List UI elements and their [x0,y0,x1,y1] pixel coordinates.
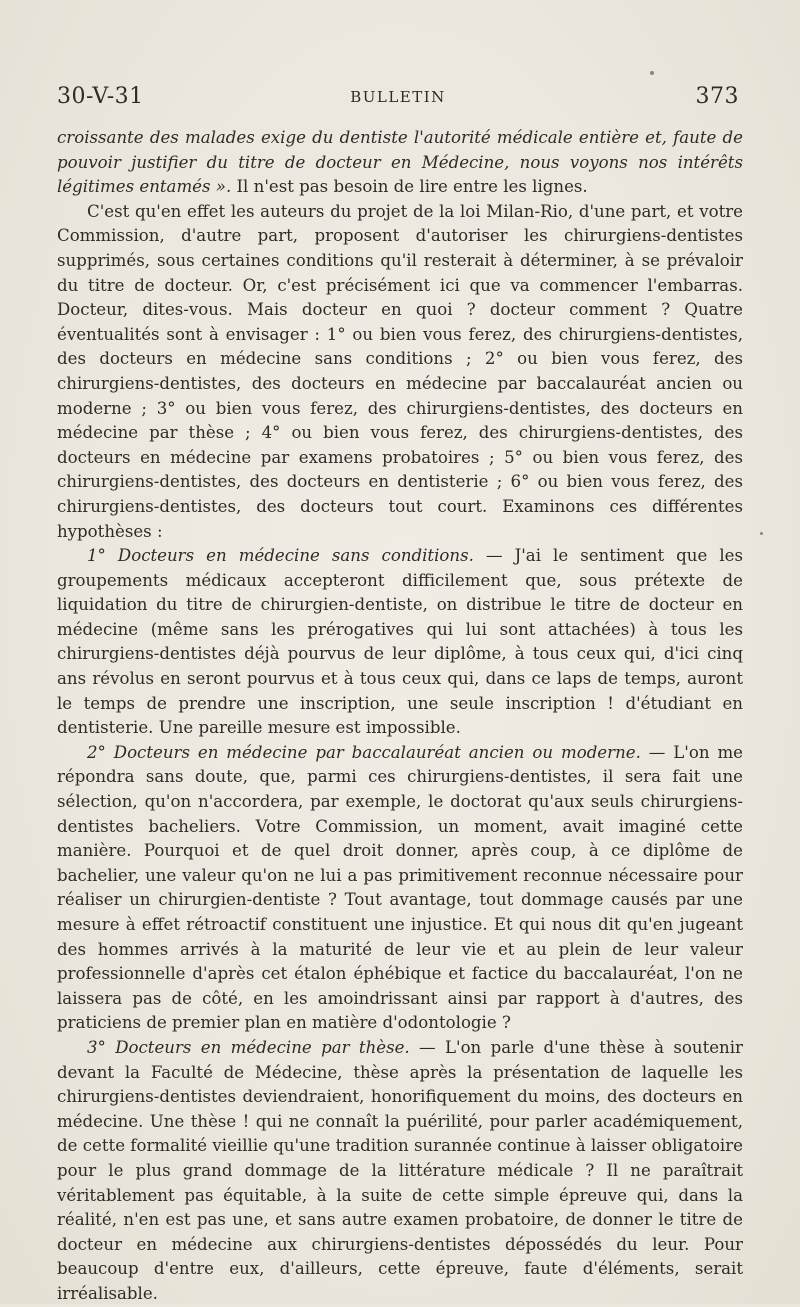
paragraph-text: C'est qu'en effet les auteurs du projet de la loi Milan-Rio, d'une part, et votre Commission, d'autre part, proposent d'autoriser les chirurgiens-dentistes supprimés, sous certaines conditions qu'il resterait à déterminer, à se prévaloir du titre de docteur. Or, c'est précisément ici que va commencer l'embarras. Docteur, dites-vous. Mais docteur en quoi ? docteur comment ? Quatre éventualités sont à envisager : 1° ou bien vous ferez, des chirurgiens-dentistes, des docteurs en médecine sans conditions ; 2° ou bien vous ferez, des chirurgiens-dentistes, des docteurs en médecine par baccalauréat ancien ou moderne ; 3° ou bien vous ferez, des chirurgiens-dentistes, des docteurs en médecine par thèse ; 4° ou bien vous ferez, des chirurgiens-dentistes, des docteurs en médecine par examens probatoires ; 5° ou bien vous ferez, des chirurgiens-dentistes, des docteurs en dentisterie ; 6° ou bien vous ferez, des chirurgiens-dentistes, des docteurs tout court. Examinons ces différentes hypothèses : [57,201,743,541]
paragraph-text: Il n'est pas besoin de lire entre les lignes. [231,177,588,197]
issue-date: 30-V-31 [57,84,144,109]
paragraph [57,741,743,1036]
journal-title: BULLETIN [350,88,446,106]
paragraph [57,1036,743,1307]
paragraph [57,544,743,741]
paragraph-text: — L'on me répondra sans doute, que, parmi ces chirurgiens-dentistes, il sera fait une sélection, qu'on n'accordera, par exemple, le doctorat qu'aux seuls chirurgiens-dentistes bacheliers. Votre Commission, un moment, avait imaginé cette manière. Pourquoi et de quel droit donner, après coup, à ce diplôme de bachelier, une valeur qu'on ne lui a pas primitivement reconnue nécessaire pour réaliser un chirurgien-dentiste ? Tout avantage, tout dommage causés par une mesure à effet rétroactif constituent une injustice. Et qui nous dit qu'en jugeant des hommes arrivés à la maturité de leur vie et au plein de leur valeur professionnelle d'après cet étalon éphébique et factice du baccalauréat, l'on ne laissera pas de côté, en les amoindrissant ainsi par rapport à d'autres, des praticiens de premier plan en matière d'odontologie ? [57,742,743,1033]
paragraph [57,126,743,200]
print-speck [760,532,763,535]
article-body [57,126,743,1307]
italic-quote: croissante des malades exige du dentiste l'autorité médicale entière et, faute de pouvoir justifier du titre de docteur en Médecine, nous voyons nos intérêts légitimes entamés ». [57,128,743,197]
running-head [57,84,739,114]
page-number: 373 [695,84,739,109]
section-heading: 2° Docteurs en médecine par baccalauréat ancien ou moderne. [87,742,641,762]
section-heading: 3° Docteurs en médecine par thèse. [87,1037,410,1057]
paragraph-text: — L'on parle d'une thèse à soutenir devant la Faculté de Médecine, thèse après la présentation de laquelle les chirurgiens-dentistes deviendraient, honorifiquement du moins, des docteurs en médecine. Une thèse ! qui ne connaît la puérilité, pour parler académiquement, de cette formalité vieillie qu'une tradition surannée continue à laisser obligatoire pour le plus grand dommage de la littérature médicale ? Il ne paraîtrait véritablement pas équitable, à la suite de cette simple épreuve qui, dans la réalité, n'en est pas une, et sans autre examen probatoire, de donner le titre de docteur en médecine aux chirurgiens-dentistes dépossédés du leur. Pour beaucoup d'entre eux, d'ailleurs, cette épreuve, faute d'éléments, serait irréalisable. [57,1037,743,1303]
paragraph [57,200,743,544]
paragraph-text: — J'ai le sentiment que les groupements médicaux accepteront difficilement que, sous prétexte de liquidation du titre de chirurgien-dentiste, on distribue le titre de docteur en médecine (même sans les prérogatives qui lui sont attachées) à tous les chirurgiens-dentistes déjà pourvus de leur diplôme, à tous ceux qui, d'ici cinq ans révolus en seront pourvus et à tous ceux qui, dans ce laps de temps, auront le temps de prendre une inscription, une seule inscription ! d'étudiant en dentisterie. Une pareille mesure est impossible. [57,546,743,738]
print-speck [650,71,654,75]
section-heading: 1° Docteurs en médecine sans conditions. [87,546,474,566]
